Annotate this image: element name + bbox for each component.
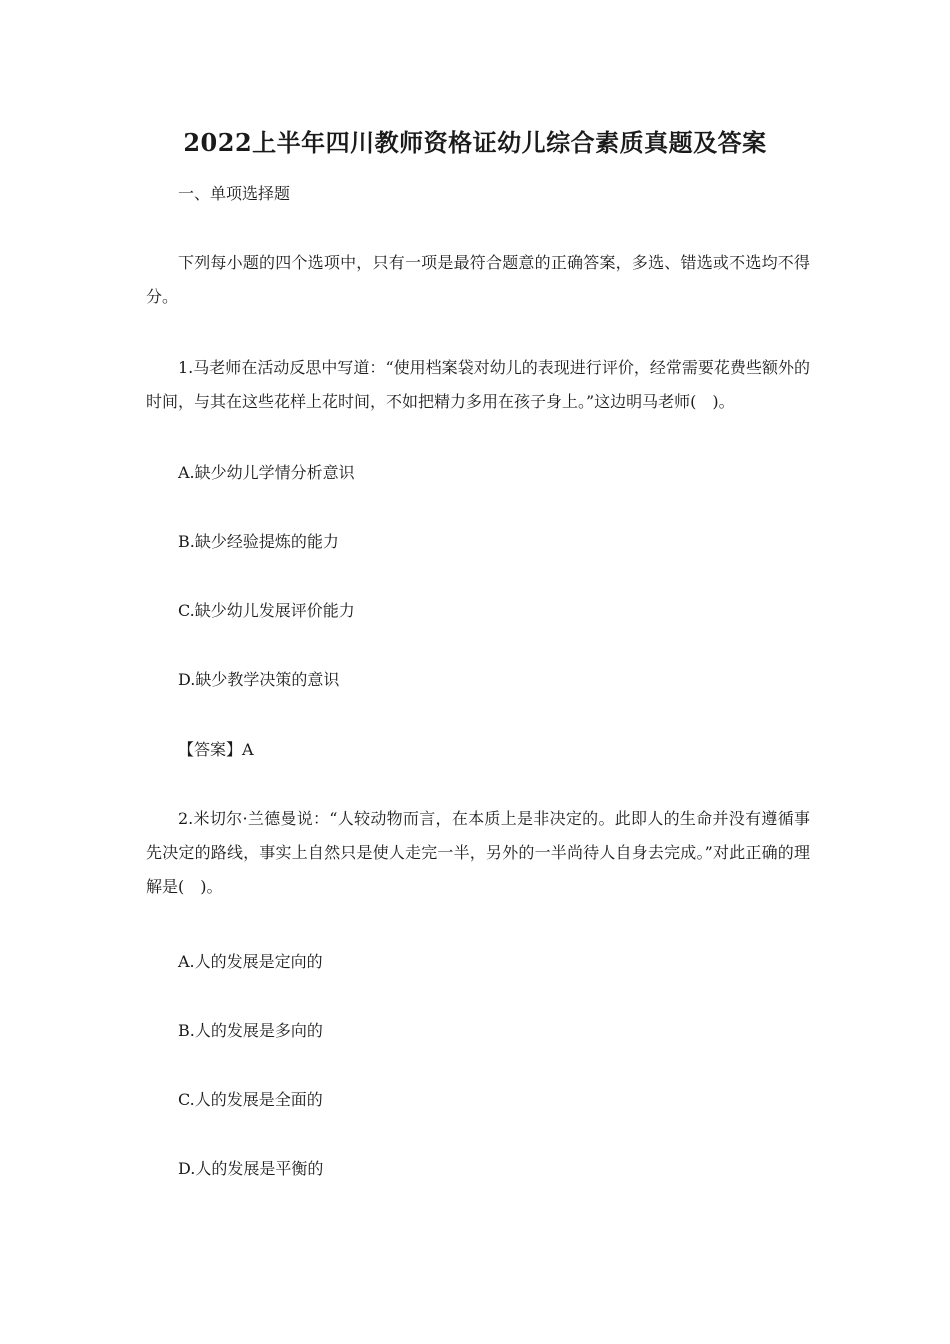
question-1-option-b: B.缺少经验提炼的能力 — [178, 532, 339, 551]
question-2-stem: 2.米切尔·兰德曼说：“人较动物而言，在本质上是非决定的。此即人的生命并没有遵循事先决定的路线，事实上自然只是使人走完一半，另外的一半尚待人自身去完成。”对此正确的理解是( )。 — [146, 809, 810, 896]
question-1-option-c: C.缺少幼儿发展评价能力 — [178, 601, 355, 620]
question-2-option-c: C.人的发展是全面的 — [178, 1090, 323, 1109]
question-1-option-a: A.缺少幼儿学情分析意识 — [178, 463, 355, 482]
question-1-answer: 【答案】A — [178, 740, 254, 759]
question-2-option-b: B.人的发展是多向的 — [178, 1021, 323, 1040]
instructions-paragraph: 下列每小题的四个选项中，只有一项是最符合题意的正确答案，多选、错选或不选均不得分。 — [146, 253, 810, 306]
question-1-stem: 1.马老师在活动反思中写道：“使用档案袋对幼儿的表现进行评价，经常需要花费些额外的时间，与其在这些花样上花时间，不如把精力多用在孩子身上。”这边明马老师( )。 — [146, 358, 810, 411]
document-title: 2022上半年四川教师资格证幼儿综合素质真题及答案 — [183, 128, 767, 157]
question-2-option-d: D.人的发展是平衡的 — [178, 1159, 324, 1178]
section-heading: 一、单项选择题 — [178, 184, 291, 203]
question-2-option-a: A.人的发展是定向的 — [178, 952, 323, 971]
question-1-option-d: D.缺少教学决策的意识 — [178, 670, 340, 689]
